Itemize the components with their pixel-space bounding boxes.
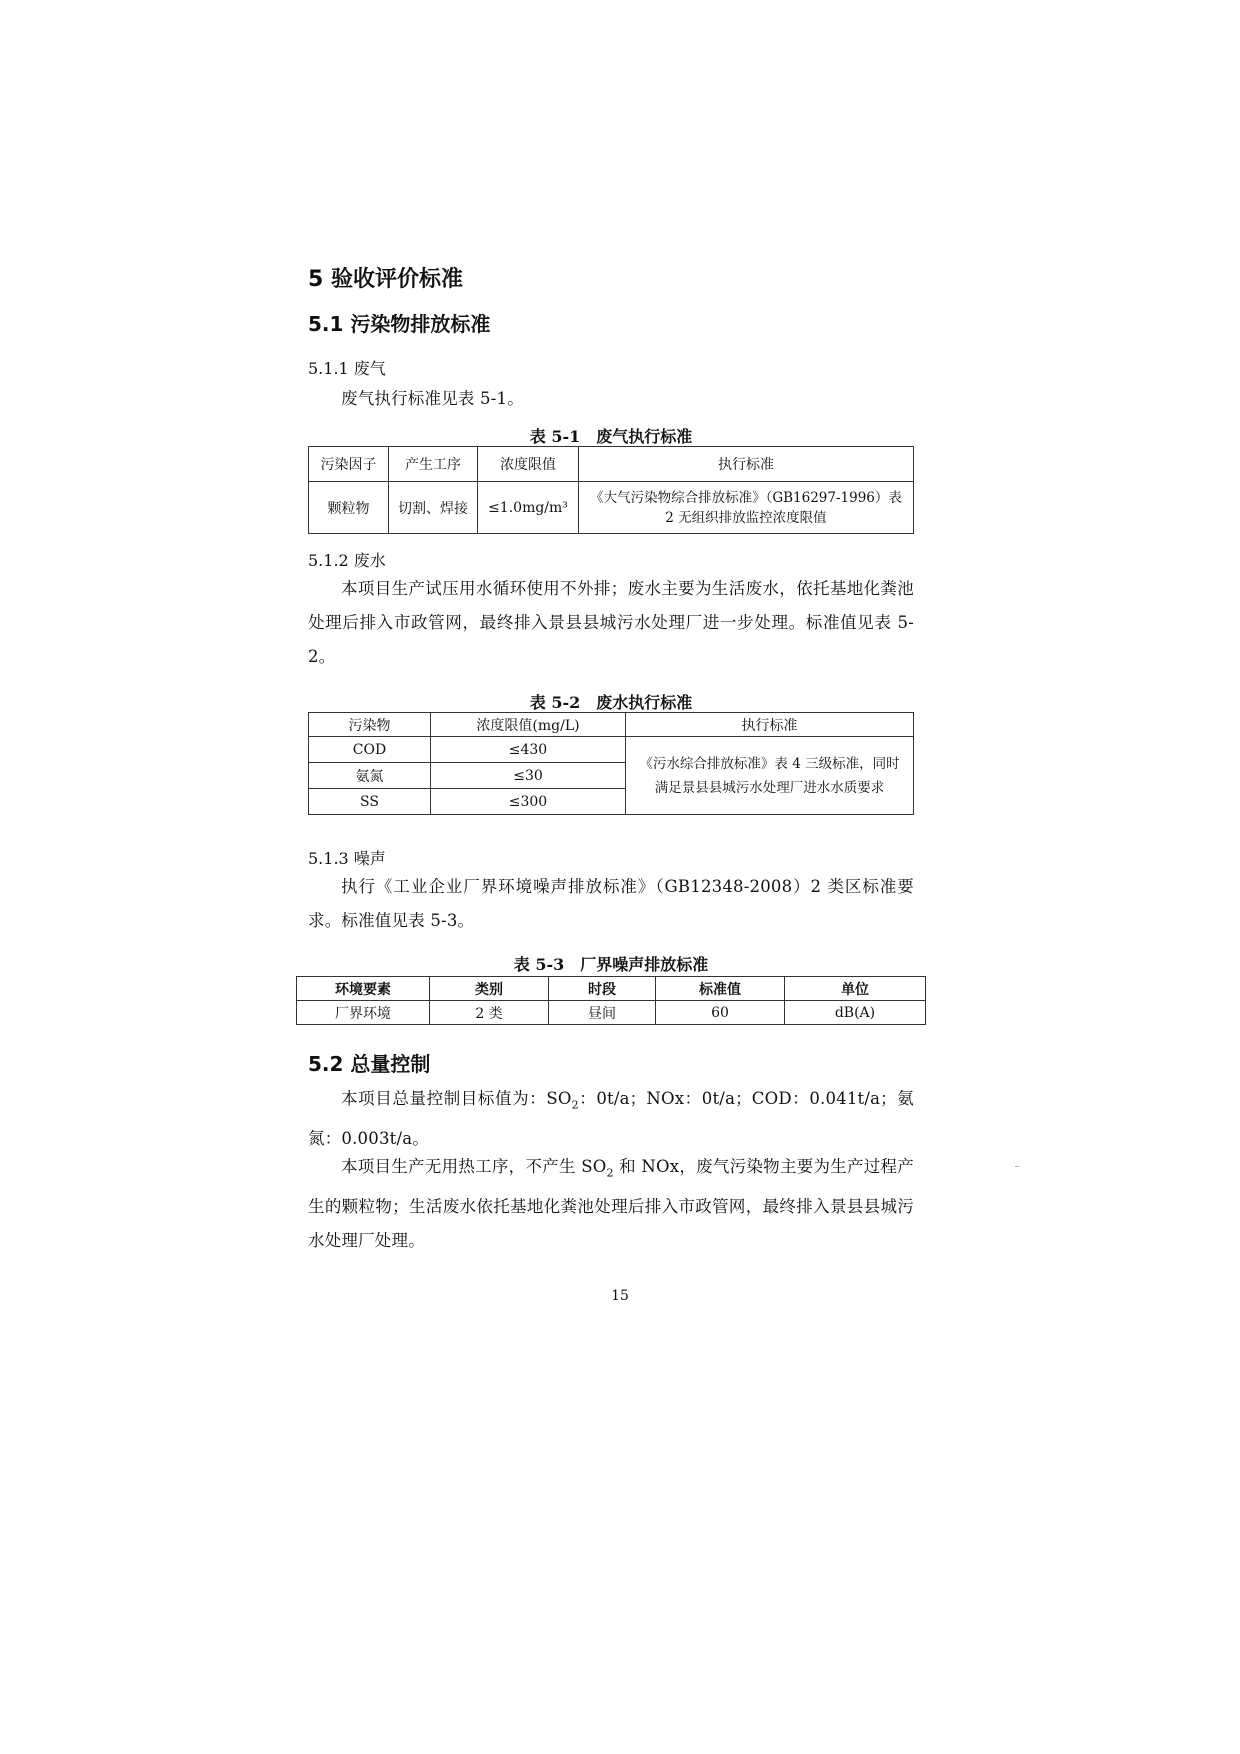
table-header-cell: 浓度限值(mg/L) <box>431 713 626 737</box>
table-header-cell: 污染物 <box>309 713 431 737</box>
table-cell: ≤300 <box>431 789 626 815</box>
table-cell: dB(A) <box>785 1001 926 1025</box>
table-cell-line: 《污水综合排放标准》表 4 三级标准，同时 <box>639 755 900 772</box>
table-cell: COD <box>309 737 431 763</box>
table-5-2 <box>308 712 914 815</box>
table-cell: 氨氮 <box>309 763 431 789</box>
subscript: 2 <box>606 1166 614 1180</box>
table-row <box>297 1001 926 1025</box>
chapter-heading: 5 验收评价标准 <box>308 267 463 292</box>
table-caption-5-3: 表 5-3 厂界噪声排放标准 <box>513 955 709 974</box>
table-cell-line: 2 无组织排放监控浓度限值 <box>665 509 827 526</box>
table-cell: 昼间 <box>549 1001 656 1025</box>
paragraph-5-2-targets <box>308 1082 914 1156</box>
table-cell: 颗粒物 <box>309 482 389 534</box>
table-cell: 2 类 <box>430 1001 549 1025</box>
table-cell-line: 满足景县县城污水处理厂进水水质要求 <box>654 779 885 796</box>
table-5-3 <box>296 976 926 1025</box>
subsection-title-5-1-2: 5.1.2 废水 <box>308 551 386 570</box>
table-header-cell: 污染因子 <box>309 447 389 482</box>
table-cell: 切割、焊接 <box>389 482 478 534</box>
table-cell: 厂界环境 <box>297 1001 430 1025</box>
table-header-cell: 类别 <box>430 977 549 1001</box>
table-cell-line: 《大气污染物综合排放标准》（GB16297-1996）表 <box>590 489 902 506</box>
table-5-1 <box>308 446 914 534</box>
table-caption-5-2: 表 5-2 废水执行标准 <box>529 693 693 712</box>
text-run: 本项目生产无用热工序，不产生 SO <box>341 1157 607 1176</box>
table-cell-standard <box>626 737 914 815</box>
page-number: 15 <box>611 1288 629 1304</box>
table-row <box>309 482 914 534</box>
section-heading-5-1: 5.1 污染物排放标准 <box>308 312 491 336</box>
table-cell: ≤430 <box>431 737 626 763</box>
table-cell: ≤30 <box>431 763 626 789</box>
table-cell: SS <box>309 789 431 815</box>
table-header-cell: 单位 <box>785 977 926 1001</box>
subscript: 2 <box>571 1098 579 1112</box>
subsection-title-5-1-3: 5.1.3 噪声 <box>308 849 386 868</box>
table-caption-5-1: 表 5-1 废气执行标准 <box>529 427 693 446</box>
paragraph-5-2-description <box>308 1150 914 1258</box>
table-cell-standard <box>579 482 914 534</box>
subsection-title-5-1-1: 5.1.1 废气 <box>308 359 386 378</box>
table-header-cell: 环境要素 <box>297 977 430 1001</box>
text-run: 和 NOx，废气污染物主要为生产过程产生的颗粒物；生活废水依托基地化粪池处理后排入市政管网，最终排入景县县城污水处理厂处理。 <box>308 1157 914 1251</box>
section-heading-5-2: 5.2 总量控制 <box>308 1052 431 1076</box>
scan-speck <box>1015 1166 1019 1167</box>
text-run: 本项目总量控制目标值为：SO <box>341 1089 572 1108</box>
table-header-cell: 产生工序 <box>389 447 478 482</box>
table-cell: ≤1.0mg/m³ <box>478 482 579 534</box>
table-header-cell: 标准值 <box>656 977 785 1001</box>
table-header-cell: 执行标准 <box>626 713 914 737</box>
table-header-cell: 执行标准 <box>579 447 914 482</box>
table-header-cell: 浓度限值 <box>478 447 579 482</box>
table-row <box>309 737 914 763</box>
table-cell: 60 <box>656 1001 785 1025</box>
text-run: ：0t/a；NOx：0t/a；COD：0.041t/a；氨氮：0.003t/a。 <box>308 1089 914 1149</box>
paragraph-5-1-1: 废气执行标准见表 5-1。 <box>341 389 524 408</box>
paragraph-5-1-2: 本项目生产试压用水循环使用不外排；废水主要为生活废水，依托基地化粪池处理后排入市政管网，最终排入景县县城污水处理厂进一步处理。标准值见表 5-2。 <box>308 579 914 666</box>
paragraph-5-1-3: 执行《工业企业厂界环境噪声排放标准》（GB12348-2008）2 类区标准要求。标准值见表 5-3。 <box>308 877 914 930</box>
table-header-cell: 时段 <box>549 977 656 1001</box>
